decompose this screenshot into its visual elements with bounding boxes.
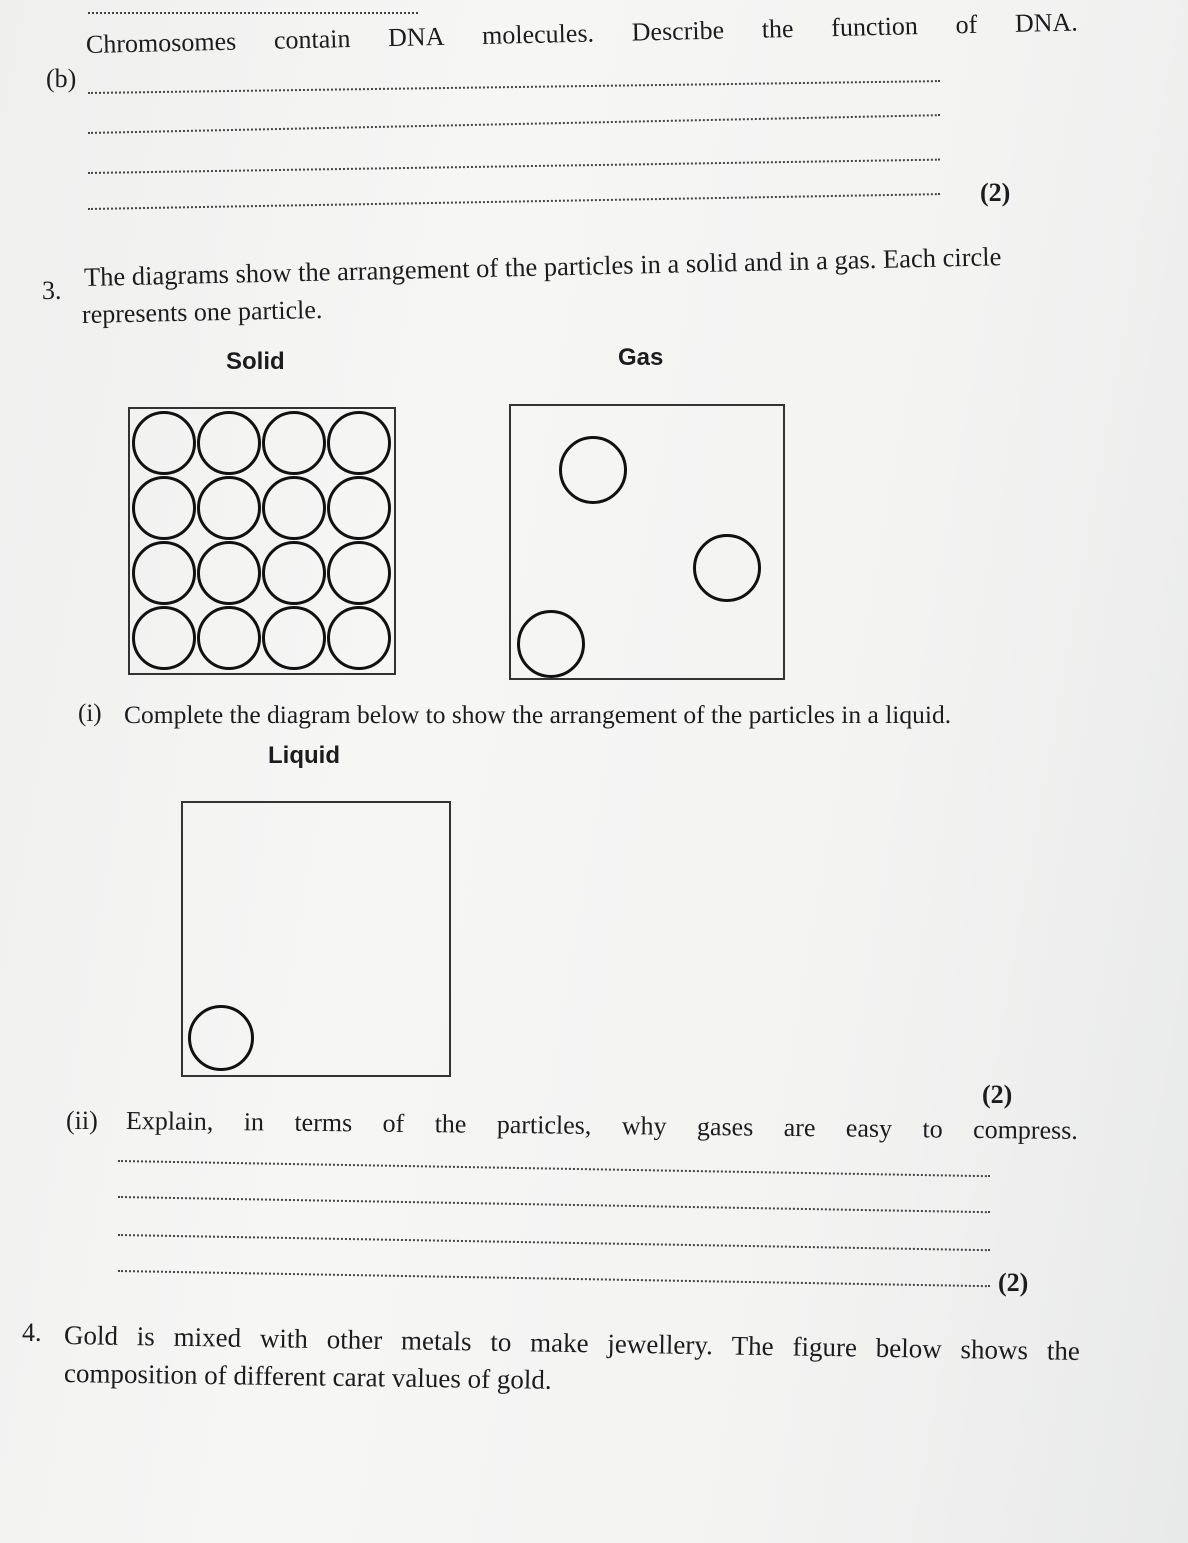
word: of	[382, 1108, 405, 1138]
answer-line[interactable]	[118, 1196, 990, 1213]
word: gases	[696, 1111, 754, 1142]
answer-line[interactable]	[88, 114, 940, 134]
particle-circle	[327, 606, 391, 670]
word: contain	[273, 24, 351, 55]
part-ii-marks: (2)	[998, 1268, 1029, 1297]
particle-circle	[132, 606, 196, 670]
liquid-label: Liquid	[268, 742, 340, 769]
word: particles,	[496, 1109, 592, 1140]
particle-circle	[262, 541, 326, 605]
word: the	[761, 13, 794, 44]
word: figure	[792, 1331, 858, 1363]
word: Describe	[631, 15, 725, 47]
word: make	[529, 1327, 589, 1359]
particle-circle	[693, 534, 761, 602]
word: Explain,	[125, 1106, 214, 1136]
word: with	[259, 1323, 309, 1354]
particle-circle	[517, 610, 585, 678]
word: to	[922, 1114, 943, 1144]
liquid-diagram[interactable]	[181, 801, 451, 1077]
part-i-label: (i)	[78, 700, 102, 727]
part-i-text: Complete the diagram below to show the arrangement of the particles in a liquid.	[124, 700, 952, 729]
particle-circle	[327, 541, 391, 605]
particle-circle	[559, 436, 627, 504]
word: to	[490, 1326, 512, 1358]
word: function	[830, 11, 919, 43]
word: the	[1046, 1335, 1081, 1366]
particle-circle	[197, 541, 261, 605]
word: DNA	[387, 21, 445, 53]
answer-line[interactable]	[88, 159, 940, 174]
q3-stem-line2: represents one particle.	[81, 294, 323, 329]
particle-circle	[327, 476, 391, 540]
word: easy	[845, 1113, 893, 1144]
solid-label: Solid	[226, 348, 285, 375]
word: compress.	[972, 1114, 1078, 1145]
word: of	[955, 9, 978, 40]
word: Gold	[63, 1320, 119, 1351]
word: metals	[400, 1325, 472, 1357]
word: is	[136, 1321, 156, 1352]
word: below	[875, 1332, 942, 1364]
q3-stem-line1: The diagrams show the arrangement of the particles in a solid and in a gas. Each circle	[83, 241, 1002, 292]
word: DNA.	[1014, 7, 1079, 38]
part-i-marks: (2)	[982, 1080, 1013, 1109]
gas-diagram	[509, 404, 785, 680]
q3-number: 3.	[42, 276, 62, 305]
particle-circle	[262, 411, 326, 475]
part-b-marks: (2)	[980, 178, 1011, 207]
particle-circle	[327, 411, 391, 475]
part-ii-label: (ii)	[66, 1106, 98, 1135]
answer-line[interactable]	[88, 80, 940, 94]
word: molecules.	[481, 18, 595, 51]
particle-circle	[132, 541, 196, 605]
word: jewellery.	[607, 1328, 714, 1361]
answer-line[interactable]	[88, 193, 940, 210]
answer-line[interactable]	[118, 1270, 990, 1287]
answer-line[interactable]	[118, 1234, 990, 1251]
part-ii-question	[126, 1106, 1078, 1146]
gas-label: Gas	[618, 344, 664, 371]
word: terms	[294, 1107, 353, 1138]
part-b-label: (b)	[46, 64, 77, 93]
word: other	[326, 1324, 383, 1355]
word: in	[243, 1107, 265, 1137]
q4-number: 4.	[22, 1318, 42, 1347]
particle-circle	[197, 476, 261, 540]
q4-stem-line2: composition of different carat values of gold.	[63, 1358, 552, 1395]
word: shows	[960, 1334, 1029, 1366]
part-b-question	[86, 7, 1078, 59]
particle-circle	[197, 606, 261, 670]
particle-circle	[197, 411, 261, 475]
answer-line[interactable]	[118, 1160, 990, 1177]
word: The	[731, 1330, 774, 1362]
particle-circle	[132, 476, 196, 540]
word: are	[783, 1112, 816, 1143]
particle-circle	[262, 606, 326, 670]
word: the	[434, 1109, 467, 1139]
word: Chromosomes	[85, 26, 237, 59]
solid-diagram	[128, 407, 396, 675]
particle-circle	[262, 476, 326, 540]
word: why	[621, 1111, 667, 1141]
word: mixed	[173, 1321, 242, 1353]
particle-circle	[188, 1005, 254, 1071]
top-dotted-line	[88, 12, 418, 14]
particle-circle	[132, 411, 196, 475]
